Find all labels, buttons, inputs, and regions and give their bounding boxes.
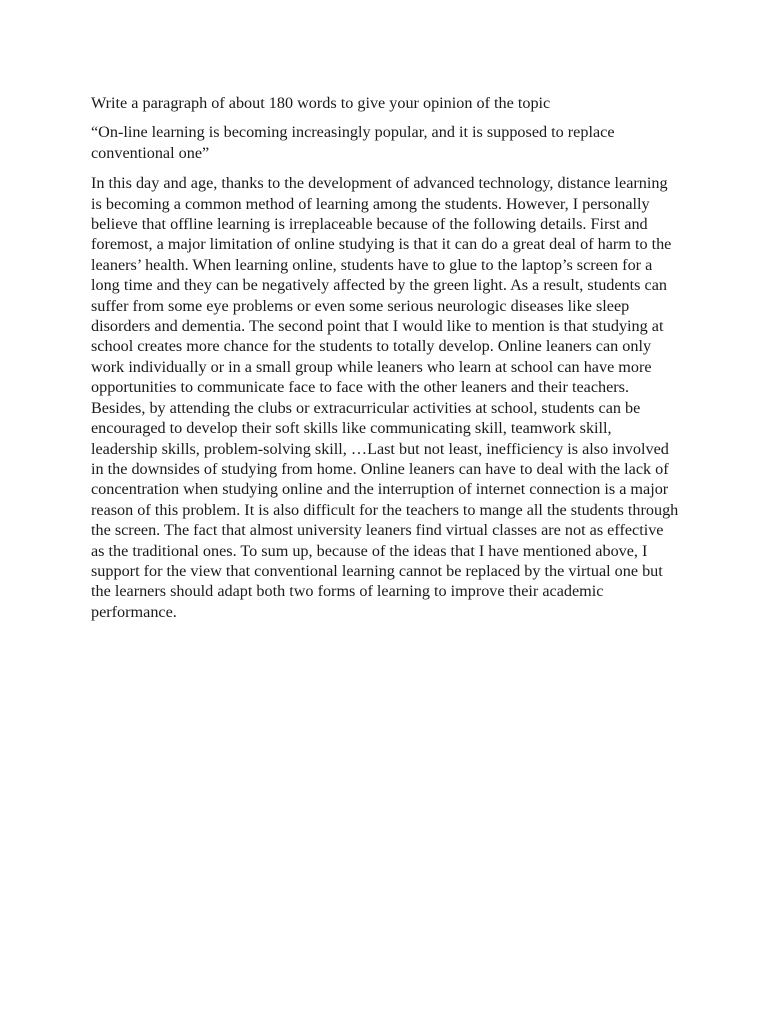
essay-paragraph: In this day and age, thanks to the development of advanced technology, distance learning is becoming a common method of learning among the students. However, I personally believe that offline learning is irreplaceable because of the following details. First and foremost, a major limitation of online studying is that it can do a great deal of harm to the leaners’ health. When learning online, students have to glue to the laptop’s screen for a long time and they can be negatively affected by the green light. As a result, students can suffer from some eye problems or even some serious neurologic diseases like sleep disorders and dementia. The second point that I would like to mention is that studying at school creates more chance for the students to totally develop. Online leaners can only work individually or in a small group while leaners who learn at school can have more opportunities to communicate face to face with the other leaners and their teachers. Besides, by attending the clubs or extracurricular activities at school, students can be encouraged to develop their soft skills like communicating skill, teamwork skill, leadership skills, problem-solving skill, …Last but not least, inefficiency is also involved in the downsides of studying from home. Online leaners can have to deal with the lack of concentration when studying online and the interruption of internet connection is a major reason of this problem. It is also difficult for the teachers to mange all the students through the screen. The fact that almost university leaners find virtual classes are not as effective as the traditional ones. To sum up, because of the ideas that I have mentioned above, I support for the view that conventional learning cannot be replaced by the virtual one but the learners should adapt both two forms of learning to improve their academic performance. [91, 174, 679, 621]
document-body [91, 93, 681, 622]
topic-quote: “On-line learning is becoming increasingly popular, and it is supposed to replace conventional one” [91, 123, 615, 162]
essay-prompt: Write a paragraph of about 180 words to give your opinion of the topic [91, 94, 551, 112]
